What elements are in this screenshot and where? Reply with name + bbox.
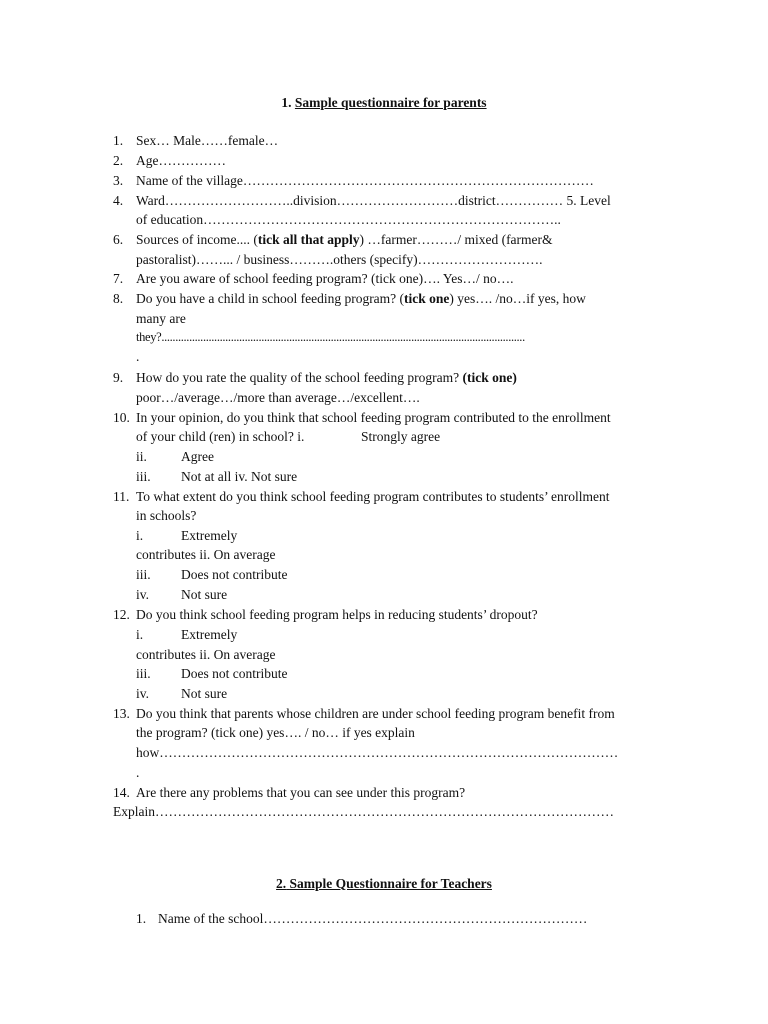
q8-line-2: many are bbox=[136, 311, 186, 326]
q14-line-1: Are there any problems that you can see under this program? bbox=[136, 785, 466, 800]
q11-option-i-number: i. bbox=[136, 528, 144, 543]
q11-line-2: in schools? bbox=[136, 508, 197, 523]
q12-option-i: Extremely bbox=[181, 627, 238, 642]
q6-number: 6. bbox=[113, 232, 124, 247]
q10-option-iii: Not at all iv. Not sure bbox=[181, 469, 298, 484]
q10-line-2: of your child (ren) in school? i. bbox=[136, 429, 305, 444]
section-2-heading: 2. Sample Questionnaire for Teachers bbox=[276, 876, 492, 891]
q9-line-2: poor…/average…/more than average…/excellent…. bbox=[136, 390, 420, 405]
q13-line-1: Do you think that parents whose children are under school feeding program benefit from bbox=[136, 706, 615, 721]
q8-line-1: Do you have a child in school feeding program? (tick one) yes…. /no…if yes, how bbox=[136, 291, 586, 306]
q14-line-2: Explain………………………………………………………………………………………… bbox=[113, 804, 614, 819]
q13-line-3: how………………………………………………………………………………………… bbox=[136, 745, 619, 760]
q8-number: 8. bbox=[113, 291, 124, 306]
q7-number: 7. bbox=[113, 271, 124, 286]
section-2-title bbox=[0, 876, 768, 892]
q11-option-iv-number: iv. bbox=[136, 587, 149, 602]
q1-text: Sex… Male……female… bbox=[136, 133, 279, 148]
s2-q1-number: 1. bbox=[136, 911, 147, 926]
q12-option-iii: Does not contribute bbox=[181, 666, 288, 681]
q12-option-i-number: i. bbox=[136, 627, 144, 642]
q11-line-1: To what extent do you think school feeding program contributes to students’ enrollment bbox=[136, 489, 610, 504]
q12-option-iii-number: iii. bbox=[136, 666, 151, 681]
q13-line-4: . bbox=[136, 765, 140, 780]
q4-line-1: Ward………………………..division………………………district…………… 5. Level bbox=[136, 193, 611, 208]
q4-line-2: of education…………………………………………………………………….. bbox=[136, 212, 561, 227]
q3-number: 3. bbox=[113, 173, 124, 188]
q11-option-iv: Not sure bbox=[181, 587, 228, 602]
q12-option-iv-number: iv. bbox=[136, 686, 149, 701]
q6-line-2: pastoralist)……... / business……….others (specify)………………………. bbox=[136, 252, 543, 267]
q11-option-ii: contributes ii. On average bbox=[136, 547, 276, 562]
q12-option-ii: contributes ii. On average bbox=[136, 647, 276, 662]
q12-option-iv: Not sure bbox=[181, 686, 228, 701]
q13-line-2: the program? (tick one) yes…. / no… if yes explain bbox=[136, 725, 415, 740]
q3-text: Name of the village…………………………………………………………………… bbox=[136, 173, 594, 188]
q2-number: 2. bbox=[113, 153, 124, 168]
q11-option-iii-number: iii. bbox=[136, 567, 151, 582]
q10-line-1: In your opinion, do you think that school feeding program contributed to the enrollment bbox=[136, 410, 611, 425]
q8-line-3: they?................................................................................................................................... bbox=[136, 330, 525, 344]
q9-line-1: How do you rate the quality of the school feeding program? (tick one) bbox=[136, 370, 517, 385]
s2-q1-text: Name of the school……………………………………………………………… bbox=[158, 911, 588, 926]
section-1-number: 1. bbox=[281, 95, 292, 110]
q10-option-ii-number: ii. bbox=[136, 449, 147, 464]
q9-number: 9. bbox=[113, 370, 124, 385]
q11-number: 11. bbox=[113, 489, 130, 504]
section-1-title bbox=[0, 95, 768, 111]
q10-number: 10. bbox=[113, 410, 130, 425]
q1-number: 1. bbox=[113, 133, 124, 148]
section-1-heading: Sample questionnaire for parents bbox=[294, 95, 487, 110]
q10-option-iii-number: iii. bbox=[136, 469, 151, 484]
q2-text: Age…………… bbox=[136, 153, 226, 168]
q12-number: 12. bbox=[113, 607, 130, 622]
q4-number: 4. bbox=[113, 193, 124, 208]
q12-line-1: Do you think school feeding program helps in reducing students’ dropout? bbox=[136, 607, 538, 622]
q13-number: 13. bbox=[113, 706, 130, 721]
q8-line-4: . bbox=[136, 349, 140, 364]
q14-number: 14. bbox=[113, 785, 130, 800]
q10-option-i: Strongly agree bbox=[361, 429, 441, 444]
q7-text: Are you aware of school feeding program? (tick one)…. Yes…/ no…. bbox=[136, 271, 514, 286]
q6-line-1: Sources of income.... (tick all that apply) …farmer………/ mixed (farmer& bbox=[136, 232, 553, 247]
q11-option-i: Extremely bbox=[181, 528, 238, 543]
q11-option-iii: Does not contribute bbox=[181, 567, 288, 582]
q10-option-ii: Agree bbox=[181, 449, 214, 464]
